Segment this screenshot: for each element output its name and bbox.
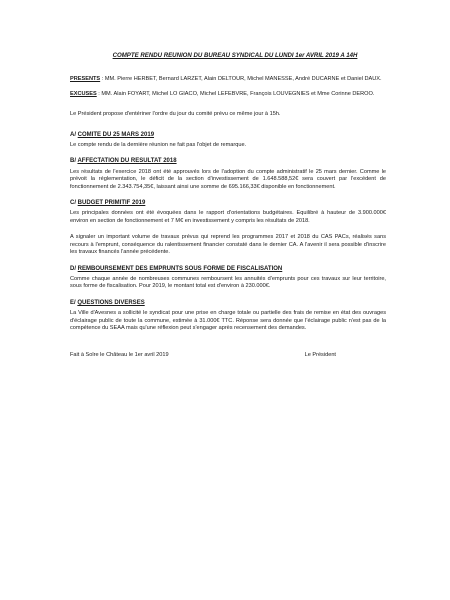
presents-line <box>70 76 386 83</box>
excuses-text: : MM. Alain FOYART, Michel LO GIACO, Michel LEFEBVRE, François LOUVEGNIES et Mme Corinne DEROO. <box>96 90 375 97</box>
signature-label: Le Président <box>304 352 336 359</box>
section-paragraph: Les résultats de l'exercice 2018 ont été approuvés lors de l'adoption du compte administratif le 25 mars dernier. Comme le prévoit la réglementation, le déficit de la section d'investissement de 1.648.588,52€ sera couvert par l'excédent de fonctionnement de 2.343.754,35€, laissant ainsi une somme de 695.166,33€ disponible en fonctionnement. <box>70 168 386 190</box>
section-paragraph: La Ville d'Avesnes a sollicité le syndicat pour une prise en charge totale ou partielle des frais de remise en état des ouvrages d'éclairage public de toute la commune, estimée à 31.000€ TTC. Réponse sera donnée que l'éclairage public n'est pas de la compétence du SEAA mais qu'une réflexion peut s'engager après recensement des demandes. <box>70 310 386 331</box>
section-paragraph: Comme chaque année de nombreuses communes remboursent les annuités d'emprunts pour ces travaux sur leur territoire, sous forme de fiscalisation. Pour 2019, le montant total est d'environ à 230.000€. <box>70 275 386 290</box>
section-heading: E/ QUESTIONS DIVERSES <box>70 299 145 306</box>
section-c <box>70 200 386 256</box>
section-paragraph: A signaler un important volume de travaux prévus qui reprend les programmes 2017 et 2018 du CAS PACs, réalisés sans recours à l'emprunt, conséquence du ralentissement financier constaté dans le dernier CA. A l'avenir il sera possible d'inscrire les travaux financés l'année précédente. <box>70 234 386 256</box>
section-d <box>70 266 386 291</box>
section-paragraph: Les principales données ont été évoquées dans le rapport d'orientations budgétaires. Equilibré à hauteur de 3.900.000€ environ en section de fonctionnement et 7 M€ en investissement y compris les résultats de 2018. <box>70 210 386 224</box>
section-b <box>70 158 386 191</box>
excuses-label: EXCUSES <box>70 90 97 97</box>
section-heading: B/ AFFECTATION DU RESULTAT 2018 <box>70 158 177 165</box>
section-heading: C/ BUDGET PRIMITIF 2019 <box>70 200 146 207</box>
presents-label: PRESENTS <box>70 76 101 83</box>
section-a <box>70 132 386 150</box>
place-date: Fait à Solre le Château le 1er avril 2019 <box>70 352 169 359</box>
section-heading: D/ REMBOURSEMENT DES EMPRUNTS SOUS FORME DE FISCALISATION <box>70 265 283 272</box>
document-footer <box>70 352 386 359</box>
section-e <box>70 300 386 333</box>
document-title: COMPTE RENDU REUNION DU BUREAU SYNDICAL DU LUNDI 1er AVRIL 2019 A 14H <box>112 52 358 59</box>
presents-text: : MM. Pierre HERBET, Bernard LARZET, Alain DELTOUR, Michel MANESSE, André DUCARNE et Daniel DAUX. <box>100 76 382 83</box>
intro-paragraph: Le Président propose d'entériner l'ordre du jour du comité prévu ce même jour à 15h. <box>70 111 281 118</box>
excuses-line <box>70 91 386 98</box>
section-heading: A/ COMITE DU 25 MARS 2019 <box>70 131 155 138</box>
section-paragraph: Le compte rendu de la dernière réunion ne fait pas l'objet de remarque. <box>70 142 247 149</box>
